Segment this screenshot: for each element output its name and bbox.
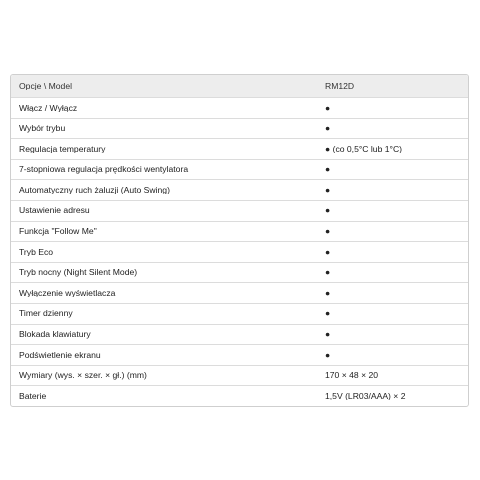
row-feature: Automatyczny ruch żaluzji (Auto Swing) xyxy=(19,185,170,195)
table-row xyxy=(11,385,468,406)
row-feature: Ustawienie adresu xyxy=(19,206,90,216)
table-row xyxy=(11,200,468,221)
row-feature: Tryb nocny (Night Silent Mode) xyxy=(19,268,138,277)
table-row xyxy=(11,159,468,180)
table-row xyxy=(11,221,468,242)
table-row xyxy=(11,303,468,324)
row-feature: Baterie xyxy=(19,391,47,401)
table-row xyxy=(11,138,468,159)
row-feature: Tryb Eco xyxy=(19,247,54,257)
row-value: ● (co 0,5°C lub 1°C) xyxy=(325,144,403,154)
row-value: ● xyxy=(325,103,331,113)
row-feature: Włącz / Wyłącz xyxy=(19,103,78,113)
row-value: ● xyxy=(325,247,331,257)
row-value: ● xyxy=(325,350,331,360)
row-feature: 7-stopniowa regulacja prędkości wentylatora xyxy=(19,165,189,174)
row-value: ● xyxy=(325,124,331,133)
row-feature: Funkcja "Follow Me" xyxy=(19,227,97,236)
table-row xyxy=(11,365,468,386)
table-row xyxy=(11,282,468,303)
table-row xyxy=(11,241,468,262)
table-row xyxy=(11,179,468,200)
row-value: ● xyxy=(325,288,331,298)
row-value: 1,5V (LR03/AAA) × 2 xyxy=(325,391,406,401)
row-value: ● xyxy=(325,206,331,216)
table-row xyxy=(11,97,468,118)
row-feature: Podświetlenie ekranu xyxy=(19,350,101,360)
header-feature: Opcje \ Model xyxy=(19,81,73,91)
row-feature: Timer dzienny xyxy=(19,309,73,319)
table-header xyxy=(11,75,468,97)
row-feature: Wybór trybu xyxy=(19,124,66,133)
row-value: ● xyxy=(325,330,331,339)
row-value: ● xyxy=(325,185,331,195)
table-row xyxy=(11,324,468,345)
row-feature: Regulacja temperatury xyxy=(19,144,106,154)
row-value: ● xyxy=(325,227,331,236)
header-model: RM12D xyxy=(325,81,355,91)
table-row xyxy=(11,344,468,365)
row-feature: Blokada klawiatury xyxy=(19,330,91,339)
table-row xyxy=(11,118,468,139)
row-value: ● xyxy=(325,309,331,319)
row-feature: Wymiary (wys. × szer. × gł.) (mm) xyxy=(19,371,147,380)
spec-table xyxy=(10,74,469,407)
row-value: ● xyxy=(325,268,331,277)
row-value: 170 × 48 × 20 xyxy=(325,371,379,380)
row-value: ● xyxy=(325,165,331,174)
table-row xyxy=(11,262,468,283)
row-feature: Wyłączenie wyświetlacza xyxy=(19,288,116,298)
